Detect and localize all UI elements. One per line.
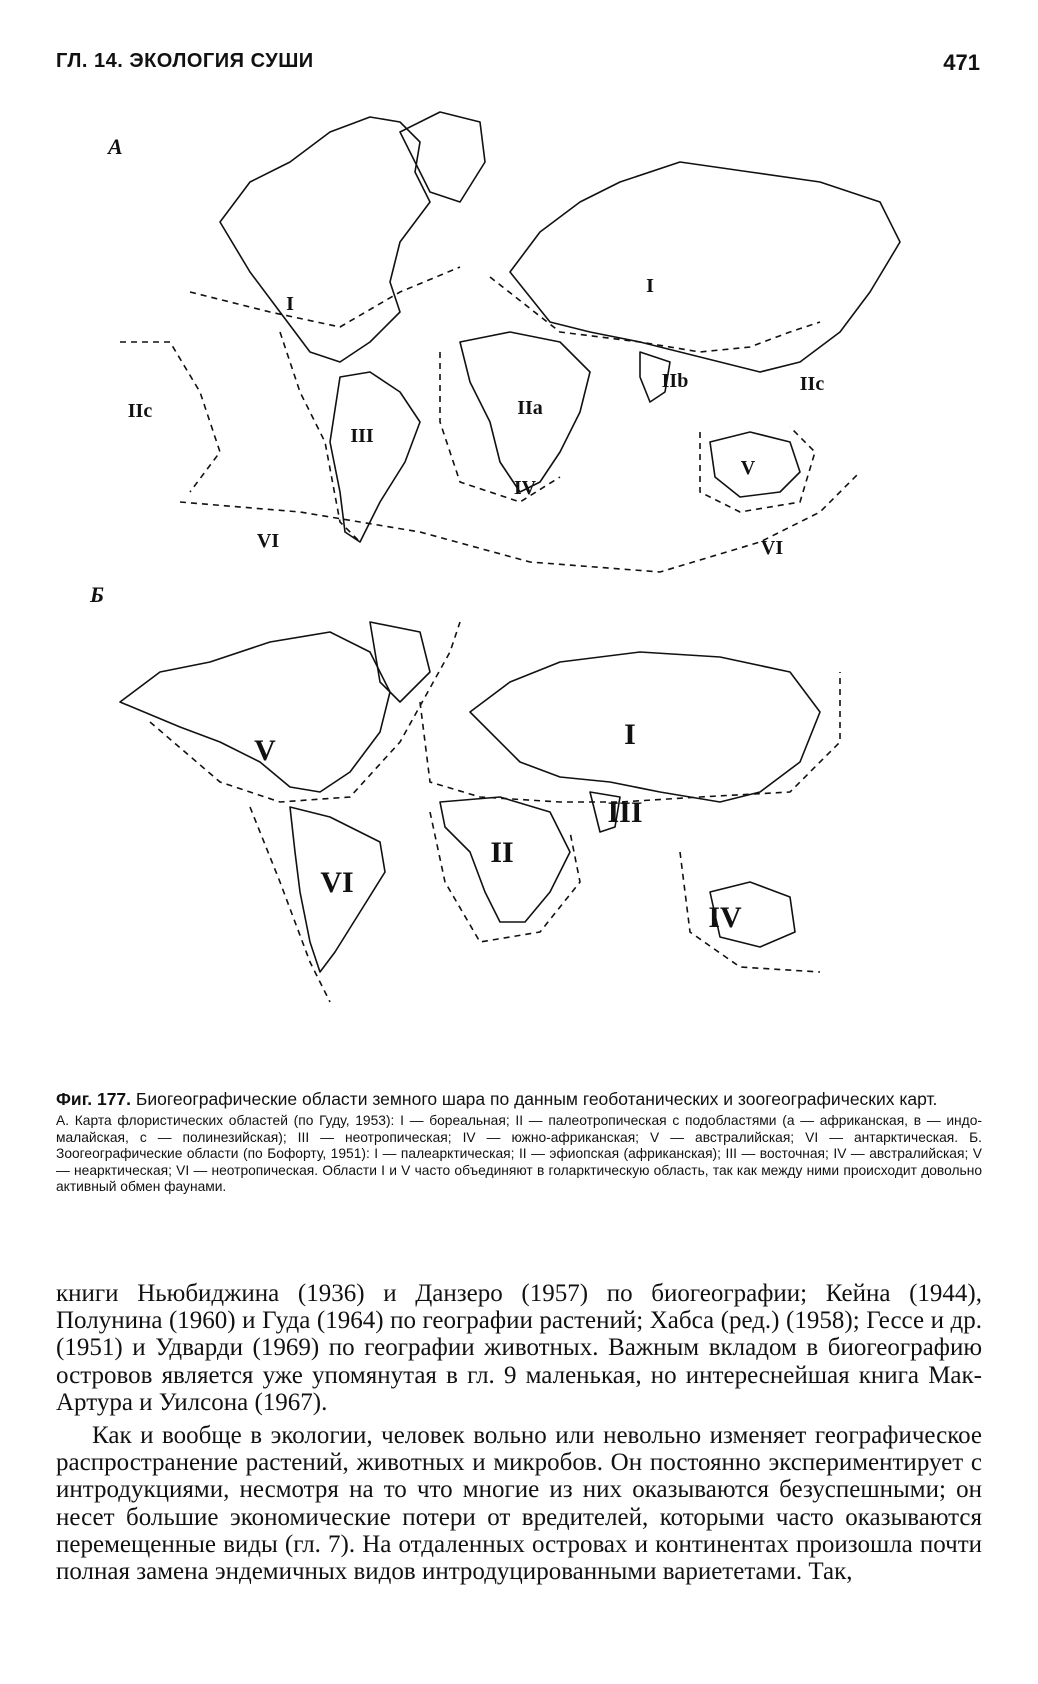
map-b-eurasia bbox=[470, 652, 820, 802]
map-a-region-label: I bbox=[286, 293, 294, 315]
map-a bbox=[100, 92, 980, 604]
map-b-greenland bbox=[370, 622, 430, 702]
map-a-region-label: III bbox=[350, 425, 374, 447]
page-number: 471 bbox=[943, 50, 980, 75]
body-text bbox=[56, 1280, 982, 1585]
map-a-greenland bbox=[400, 112, 485, 202]
map-b-label: Б bbox=[90, 582, 104, 607]
map-a-boundary-boreal-na bbox=[190, 267, 460, 327]
map-b-region-label: V bbox=[254, 734, 276, 767]
map-a-region-label: VI bbox=[760, 537, 784, 559]
caption-detail: А. Карта флористических областей (по Гуду, 1953): I — бореальная; II — палеотропическая с подобластями (а — африканская, в — индо-малайская, с — полинезийская); III — неотропическая; IV — южно-африканская; V — австралийская; VI — антарктическая. Б. Зоогеографические области (по Бофорту, 1951): I — палеарктическая; II — эфиопская (африканская); III — восточная; IV — австралийская; V — неарктическая; VI — неотропическая. Области I и V часто объединяют в голарктическую область, так как между ними происходит довольно активный обмен фаунами. bbox=[56, 1113, 982, 1194]
map-b-region-label: IV bbox=[708, 901, 742, 934]
map-b-region-label: VI bbox=[320, 866, 354, 899]
map-a-region-label: IIa bbox=[517, 397, 543, 419]
map-a-boundary-boreal-eurasia bbox=[490, 277, 820, 352]
map-a-boundary-neotropic bbox=[280, 332, 360, 542]
map-a-region-label: IV bbox=[513, 477, 537, 499]
map-a-north-america bbox=[220, 117, 430, 362]
figure-caption bbox=[56, 1089, 982, 1196]
map-b-region-label: I bbox=[624, 718, 636, 751]
map-b-region-label: II bbox=[490, 836, 514, 869]
map-b-boundary-australian bbox=[680, 852, 820, 972]
paragraph: книги Ньюбиджина (1936) и Данзеро (1957) по биогеографии; Кейна (1944), Полунина (1960) и Гуда (1964) по географии растений; Хабса (ред.) (1958); Гессе и др. (1951) и Удварди (1969) по географии животных. Важным вкладом в биогеографию островов является уже упомянутая в гл. 9 маленькая, но интереснейшая книга Мак-Артура и Уилсона (1967). bbox=[56, 1280, 982, 1416]
paragraph: Как и вообще в экологии, человек вольно или невольно изменяет географическое распространение растений, животных и микробов. Он постоянно экспериментирует с интродукциями, несмотря на то что многие из них оказываются безуспешными; он несет большие экономические потери от вредителей, которыми часто оказываются перемещенные виды (гл. 7). На отдаленных островах и континентах произошла почти полная замена эндемичных видов интродуцированными вариететами. Так, bbox=[56, 1422, 982, 1586]
caption-title: Биогеографические области земного шара по данным геоботанических и зоогеографических карт. bbox=[135, 1089, 938, 1109]
map-b bbox=[90, 582, 980, 1062]
map-a-region-label: VI bbox=[256, 530, 280, 552]
map-a-south-america bbox=[330, 372, 420, 542]
map-b-drawing bbox=[100, 612, 980, 1062]
map-a-eurasia bbox=[510, 162, 900, 372]
chapter-title: ГЛ. 14. ЭКОЛОГИЯ СУШИ bbox=[56, 50, 314, 72]
map-a-region-label: I bbox=[646, 275, 654, 297]
map-a-region-label: IIc bbox=[127, 400, 153, 422]
map-a-label: А bbox=[108, 134, 123, 159]
map-a-drawing bbox=[100, 92, 980, 604]
caption-number: Фиг. 177. bbox=[56, 1089, 132, 1109]
map-a-region-label: IIb bbox=[661, 370, 689, 392]
map-a-region-label: IIc bbox=[799, 373, 825, 395]
page-header bbox=[56, 44, 980, 84]
map-a-region-label: V bbox=[740, 457, 756, 479]
map-b-region-label: III bbox=[607, 796, 643, 829]
map-b-boundary-neotropic bbox=[250, 807, 330, 1002]
caption-main bbox=[56, 1089, 982, 1110]
map-b-north-america bbox=[120, 632, 390, 792]
map-b-boundary-nearctic bbox=[150, 622, 460, 802]
